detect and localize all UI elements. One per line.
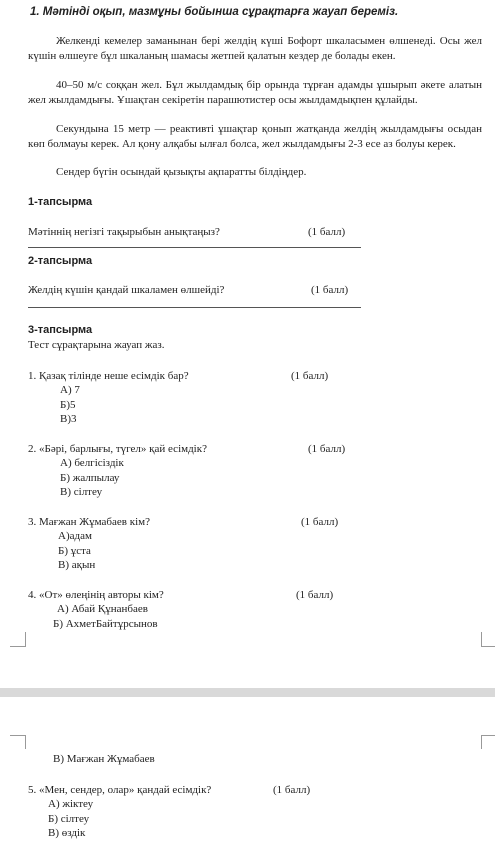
crop-mark — [481, 646, 495, 647]
task-1-heading: 1-тапсырма — [28, 196, 93, 208]
question-2: 2. «Бәрі, барлығы, түгел» қай есімдік? — [28, 443, 207, 455]
page-break — [0, 688, 495, 697]
task-1-question: Мәтіннің негізгі тақырыбын анықтаңыз? — [28, 226, 220, 238]
text-paragraph-3: Секундына 15 метр — реактивті ұшақтар қонып жатқанда желдің жылдамдығы осыдан көп болмауы керек. Ал қону алқабы ылғал болса, жел жылдамдығы 2-3 есе аз болуы керек. — [28, 123, 482, 150]
crop-mark — [481, 735, 482, 749]
task-3-heading: 3-тапсырма — [28, 324, 93, 336]
question-4-option-a[interactable]: А) Абай Құнанбаев — [57, 603, 148, 615]
question-4-points: (1 балл) — [296, 589, 334, 601]
question-4: 4. «От» өлеңінің авторы кім? — [28, 589, 164, 601]
question-4-option-c[interactable]: В) Мағжан Жұмабаев — [53, 753, 155, 765]
crop-mark — [481, 735, 495, 736]
crop-mark — [481, 632, 482, 646]
text-paragraph-1: Желкенді кемелер заманынан бері желдің күші Бофорт шкаласымен өлшенеді. Осы жел күшін өлшеуге бұл шкаланың шамасы жетпей қалатын кездер де болады екен. — [28, 35, 482, 62]
crop-mark — [25, 735, 26, 749]
task-3-intro: Тест сұрақтарына жауап жаз. — [28, 339, 165, 351]
question-5: 5. «Мен, сендер, олар» қандай есімдік? — [28, 784, 212, 796]
question-5-points: (1 балл) — [273, 784, 311, 796]
question-3-option-c[interactable]: В) ақын — [58, 559, 96, 571]
crop-mark — [25, 632, 26, 646]
question-3: 3. Мағжан Жұмабаев кім? — [28, 516, 150, 528]
text-paragraph-2: 40–50 м/с соққан жел. Бұл жылдамдық бір орында тұрған адамды ұшырып әкете алатын жел жылдамдығы. Ұшақтан секіретін парашютистер осы жылдамдықпен құлайды. — [28, 79, 482, 106]
task-2-question: Желдің күшін қандай шкаламен өлшейді? — [28, 284, 225, 296]
question-1-option-a[interactable]: А) 7 — [60, 384, 80, 396]
question-5-option-a[interactable]: А) жіктеу — [48, 798, 94, 810]
question-2-option-b[interactable]: Б) жалпылау — [60, 472, 120, 484]
question-5-option-b[interactable]: Б) сілтеу — [48, 813, 90, 825]
task-2-points: (1 балл) — [311, 284, 349, 296]
question-3-option-b[interactable]: Б) ұста — [58, 545, 91, 557]
question-2-option-c[interactable]: В) сілтеу — [60, 486, 103, 498]
question-3-option-a[interactable]: А)адам — [58, 530, 92, 542]
question-5-option-c[interactable]: В) өздік — [48, 827, 86, 839]
answer-line-1[interactable] — [28, 247, 361, 248]
answer-line-2[interactable] — [28, 307, 361, 308]
question-1-option-c[interactable]: В)3 — [60, 413, 77, 425]
question-3-points: (1 балл) — [301, 516, 339, 528]
crop-mark — [10, 735, 26, 736]
task-1-points: (1 балл) — [308, 226, 346, 238]
question-1-points: (1 балл) — [291, 370, 329, 382]
text-paragraph-4: Сендер бүгін осындай қызықты ақпаратты білдіңдер. — [56, 166, 307, 178]
question-2-option-a[interactable]: А) белгісіздік — [60, 457, 124, 469]
exercise-title: 1. Мәтінді оқып, мазмұны бойынша сұрақтарға жауап береміз. — [30, 6, 399, 18]
question-1-option-b[interactable]: Б)5 — [60, 399, 76, 411]
crop-mark — [10, 646, 26, 647]
task-2-heading: 2-тапсырма — [28, 255, 93, 267]
question-1: 1. Қазақ тілінде неше есімдік бар? — [28, 370, 189, 382]
question-4-option-b[interactable]: Б) АхметБайтұрсынов — [53, 618, 158, 630]
question-2-points: (1 балл) — [308, 443, 346, 455]
